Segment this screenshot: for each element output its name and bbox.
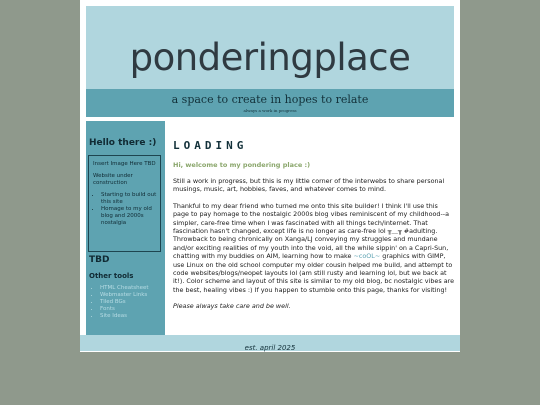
- loading-heading: LOADING: [173, 139, 248, 152]
- link-tiled-bgs[interactable]: • Tiled BGs: [100, 299, 149, 306]
- site-title: ponderingplace: [129, 36, 411, 79]
- construction-text: Website under construction: [93, 173, 133, 186]
- link-webmaster-links[interactable]: • Webmaster Links: [100, 292, 149, 299]
- sidebar-info-box: [88, 155, 161, 252]
- cool-text: ~coOL~: [353, 252, 381, 261]
- story-paragraph: [173, 202, 455, 294]
- main-content: [173, 139, 455, 311]
- list-item: • Homage to my old blog and 2000s nostalgia: [101, 206, 157, 227]
- list-item: • Starting to build out this site: [101, 192, 157, 206]
- other-tools-links: [90, 285, 149, 320]
- link-html-cheatsheet[interactable]: • HTML Cheatsheet: [100, 285, 149, 292]
- page-container: [80, 0, 460, 352]
- subtagline: always a work in progress: [243, 108, 297, 113]
- sidebar-box-list: [93, 192, 157, 227]
- site-header: [86, 6, 454, 117]
- story-text-start: Thankful to my dear friend who turned me onto this site builder! I think I'll use this page to pay homage to the nostalgic 2000s blog vibes reminiscent of my childhood--a simpler, care-free time when I was fascinated with all things tech/internet. That fascination hasn't changed, except life is no longer as care-free lol ╥﹏╥ #adulting. Throwback to being chronically on Xanga/LJ conveying my struggles and mundane and/or exciting realities of my youth into the void, all the while sippin' on a Capri-Sun, chatting with my buddies on AIM, learning how to make: [173, 201, 450, 261]
- link-fonts[interactable]: • Fonts: [100, 306, 149, 313]
- welcome-heading: Hi, welcome to my pondering place :): [173, 161, 311, 169]
- link-site-ideas[interactable]: • Site Ideas: [100, 313, 149, 320]
- image-placeholder-text: Insert Image Here TBD: [93, 161, 156, 167]
- other-tools-heading: Other tools: [89, 272, 134, 280]
- sidebar-greeting: Hello there :): [89, 138, 157, 148]
- intro-paragraph: Still a work in progress, but this is my little corner of the interwebs to share personal musings, music, art, hobbies, faves, and whatever comes to mind.: [173, 177, 445, 194]
- sidebar: [86, 121, 165, 336]
- footer-text: est. april 2025: [244, 344, 296, 352]
- story-text-end: graphics with GIMP, use Linux on the old school computer my older cousin helped me build, and attempt to code websites/blogs/neopet layouts lol (am still rusty and learning lol, but we back at it!). Color scheme and layout of this site is similar to my old blog, bc nostalgic vibes are the best, healing vibes :) If you happen to stumble onto this page, thanks for visiting!: [173, 252, 455, 294]
- closing-text: Please always take care and be well.: [173, 302, 291, 311]
- tagline: a space to create in hopes to relate: [171, 93, 369, 106]
- tagline-bar: [86, 89, 454, 117]
- sidebar-tbd-heading: TBD: [89, 255, 110, 265]
- site-footer: [80, 335, 460, 351]
